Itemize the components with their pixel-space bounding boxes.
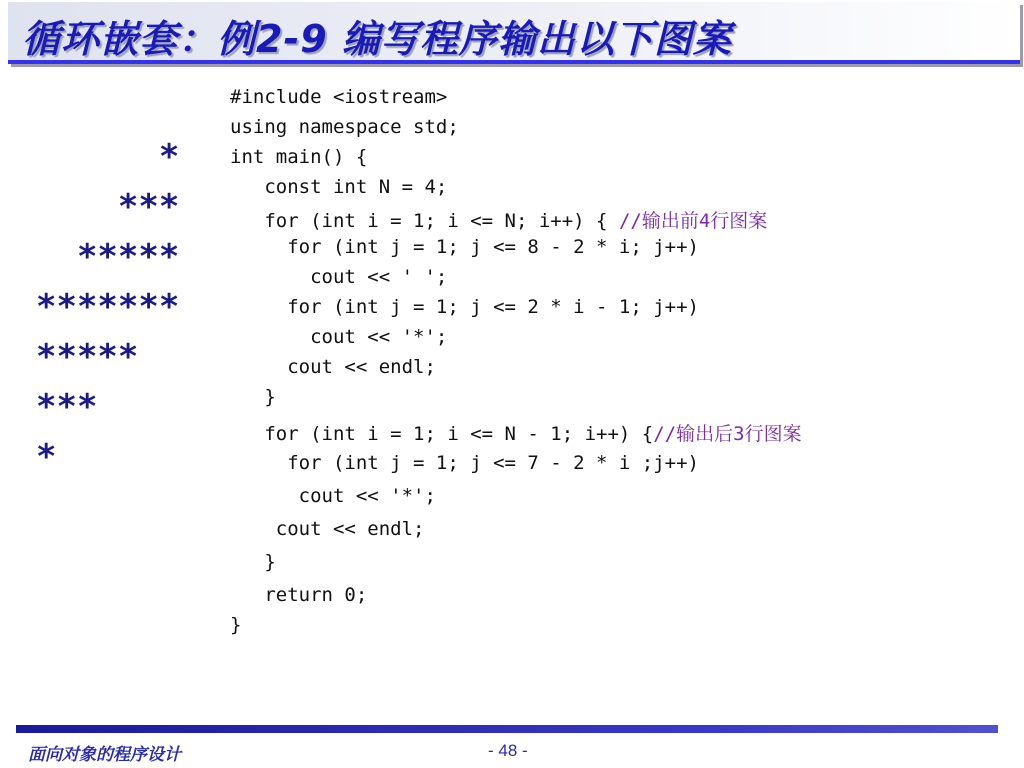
- code-text: const int N = 4;: [230, 176, 448, 198]
- pattern-line: *******: [36, 287, 180, 327]
- code-text: }: [230, 551, 276, 573]
- code-comment: //输出前4行图案: [618, 210, 768, 232]
- title-bar: [8, 2, 1020, 64]
- pattern-line: *: [36, 437, 57, 477]
- code-text: }: [230, 614, 242, 636]
- pattern-line: *: [36, 137, 180, 177]
- code-line: [230, 266, 447, 288]
- code-line: [230, 176, 447, 198]
- code-line: [230, 116, 459, 138]
- slide-title: 循环嵌套：例2-9 编写程序输出以下图案: [22, 17, 732, 61]
- pattern-line: *****: [36, 337, 139, 377]
- code-line: [230, 326, 447, 348]
- code-line: [230, 206, 767, 233]
- code-text: }: [230, 386, 276, 408]
- pattern-line: ***: [36, 387, 98, 427]
- code-text: cout << '*';: [230, 326, 448, 348]
- star-pattern: [36, 132, 179, 482]
- code-line: [230, 296, 699, 318]
- code-line: [230, 356, 436, 378]
- code-line: [230, 485, 436, 507]
- code-line: [230, 419, 802, 446]
- code-line: [230, 584, 367, 606]
- code-text: int main() {: [230, 146, 368, 168]
- code-text: for (int j = 1; j <= 8 - 2 * i; j++): [230, 236, 699, 258]
- code-text: #include <iostream>: [230, 86, 448, 108]
- code-line: [230, 386, 276, 408]
- code-text: cout << endl;: [230, 356, 436, 378]
- code-line: [230, 86, 447, 108]
- code-text: using namespace std;: [230, 116, 459, 138]
- footer-course-title: 面向对象的程序设计: [28, 745, 181, 765]
- code-text: for (int i = 1; i <= N; i++) {: [230, 210, 619, 232]
- code-text: for (int i = 1; i <= N - 1; i++) {: [230, 423, 654, 445]
- code-text: cout << ' ';: [230, 266, 448, 288]
- footer-bar: [16, 725, 998, 733]
- code-line: [230, 452, 699, 474]
- code-line: [230, 236, 699, 258]
- code-text: cout << '*';: [230, 485, 436, 507]
- code-text: for (int j = 1; j <= 7 - 2 * i ;j++): [230, 452, 699, 474]
- pattern-line: ***: [36, 187, 180, 227]
- code-line: [230, 614, 241, 636]
- code-text: return 0;: [230, 584, 368, 606]
- code-comment: //输出后3行图案: [653, 423, 802, 445]
- code-text: cout << endl;: [230, 518, 425, 540]
- footer-page-number: - 48 -: [488, 741, 528, 760]
- code-line: [230, 551, 276, 573]
- code-line: [230, 518, 424, 540]
- code-line: [230, 146, 367, 168]
- pattern-line: *****: [36, 237, 180, 277]
- code-text: for (int j = 1; j <= 2 * i - 1; j++): [230, 296, 699, 318]
